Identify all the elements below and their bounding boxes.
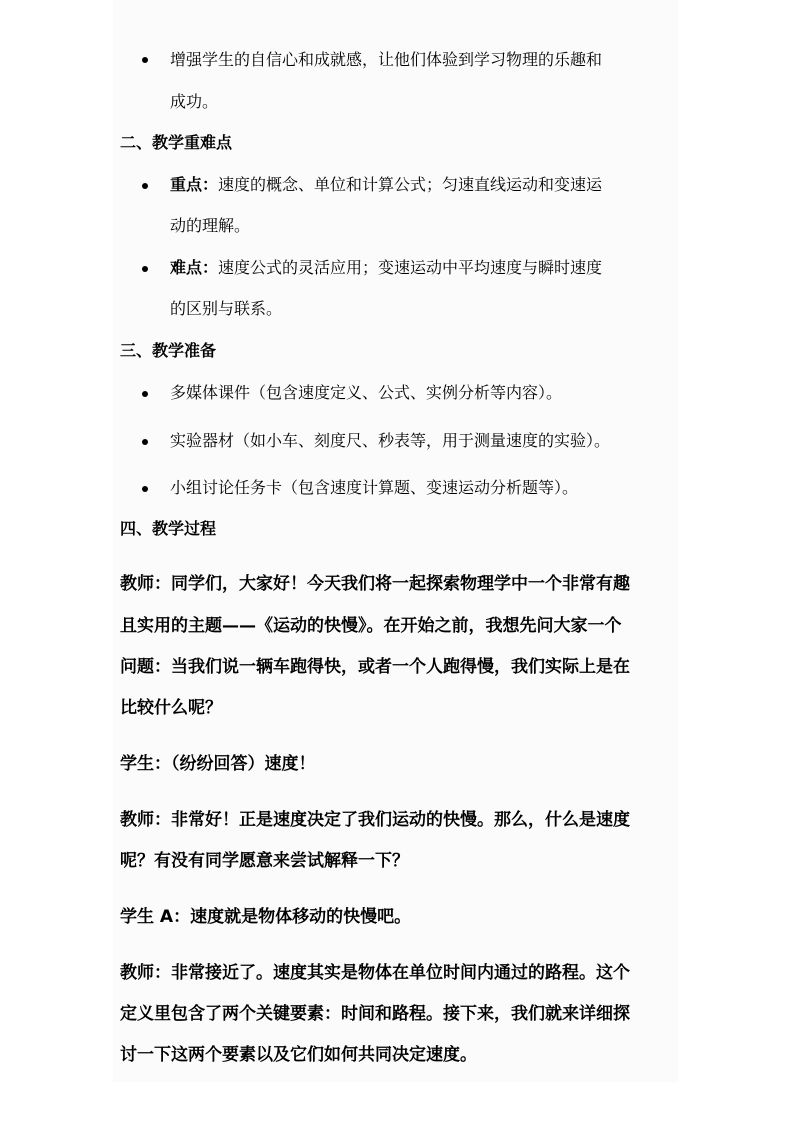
difficulty-item xyxy=(170,258,602,278)
bullet-dot xyxy=(142,391,148,397)
preparation-item: 小组讨论任务卡（包含速度计算题、变速运动分析题等）。 xyxy=(170,478,579,497)
goal-bullet-line1: 增强学生的自信心和成就感，让他们体验到学习物理的乐趣和 xyxy=(170,50,603,69)
dialogue-line: 教师：非常接近了。速度其实是物体在单位时间内通过的路程。这个 xyxy=(120,963,630,983)
bullet-dot xyxy=(142,57,148,63)
key-point-text-cont: 动的理解。 xyxy=(170,216,251,235)
difficulty-text: 速度公式的灵活应用；变速运动中平均速度与瞬时速度 xyxy=(218,258,603,277)
goal-bullet-line2: 成功。 xyxy=(170,92,219,111)
section-heading-preparation: 三、教学准备 xyxy=(120,341,217,360)
key-point-item xyxy=(170,175,602,195)
bullet-dot xyxy=(142,486,148,492)
dialogue-line: 呢？有没有同学愿意来尝试解释一下？ xyxy=(120,851,409,871)
bullet-dot xyxy=(142,439,148,445)
bullet-dot xyxy=(142,183,148,189)
dialogue-line: 且实用的主题——《运动的快慢》。在开始之前，我想先问大家一个 xyxy=(120,616,622,636)
key-point-label: 重点： xyxy=(170,175,219,194)
section-heading-key-points: 二、教学重难点 xyxy=(120,133,233,152)
key-point-text: 速度的概念、单位和计算公式；匀速直线运动和变速运 xyxy=(218,175,603,194)
bullet-dot xyxy=(142,266,148,272)
dialogue-line: 学生 A：速度就是物体移动的快慢吧。 xyxy=(120,907,412,927)
difficulty-label: 难点： xyxy=(170,258,219,277)
dialogue-line: 教师：非常好！正是速度决定了我们运动的快慢。那么，什么是速度 xyxy=(120,810,630,830)
section-heading-process: 四、教学过程 xyxy=(120,519,217,538)
dialogue-line: 问题：当我们说一辆车跑得快，或者一个人跑得慢，我们实际上是在 xyxy=(120,657,630,677)
dialogue-line: 学生：（纷纷回答）速度！ xyxy=(120,754,316,774)
dialogue-line: 定义里包含了两个关键要素：时间和路程。接下来，我们就来详细探 xyxy=(120,1004,630,1024)
dialogue-line: 讨一下这两个要素以及它们如何共同决定速度。 xyxy=(120,1045,477,1065)
preparation-item: 多媒体课件（包含速度定义、公式、实例分析等内容）。 xyxy=(170,383,563,402)
difficulty-text-cont: 的区别与联系。 xyxy=(170,299,283,318)
dialogue-line: 教师：同学们，大家好！今天我们将一起探索物理学中一个非常有趣 xyxy=(120,574,630,594)
dialogue-line: 比较什么呢？ xyxy=(120,698,222,718)
preparation-item: 实验器材（如小车、刻度尺、秒表等，用于测量速度的实验）。 xyxy=(170,431,611,450)
